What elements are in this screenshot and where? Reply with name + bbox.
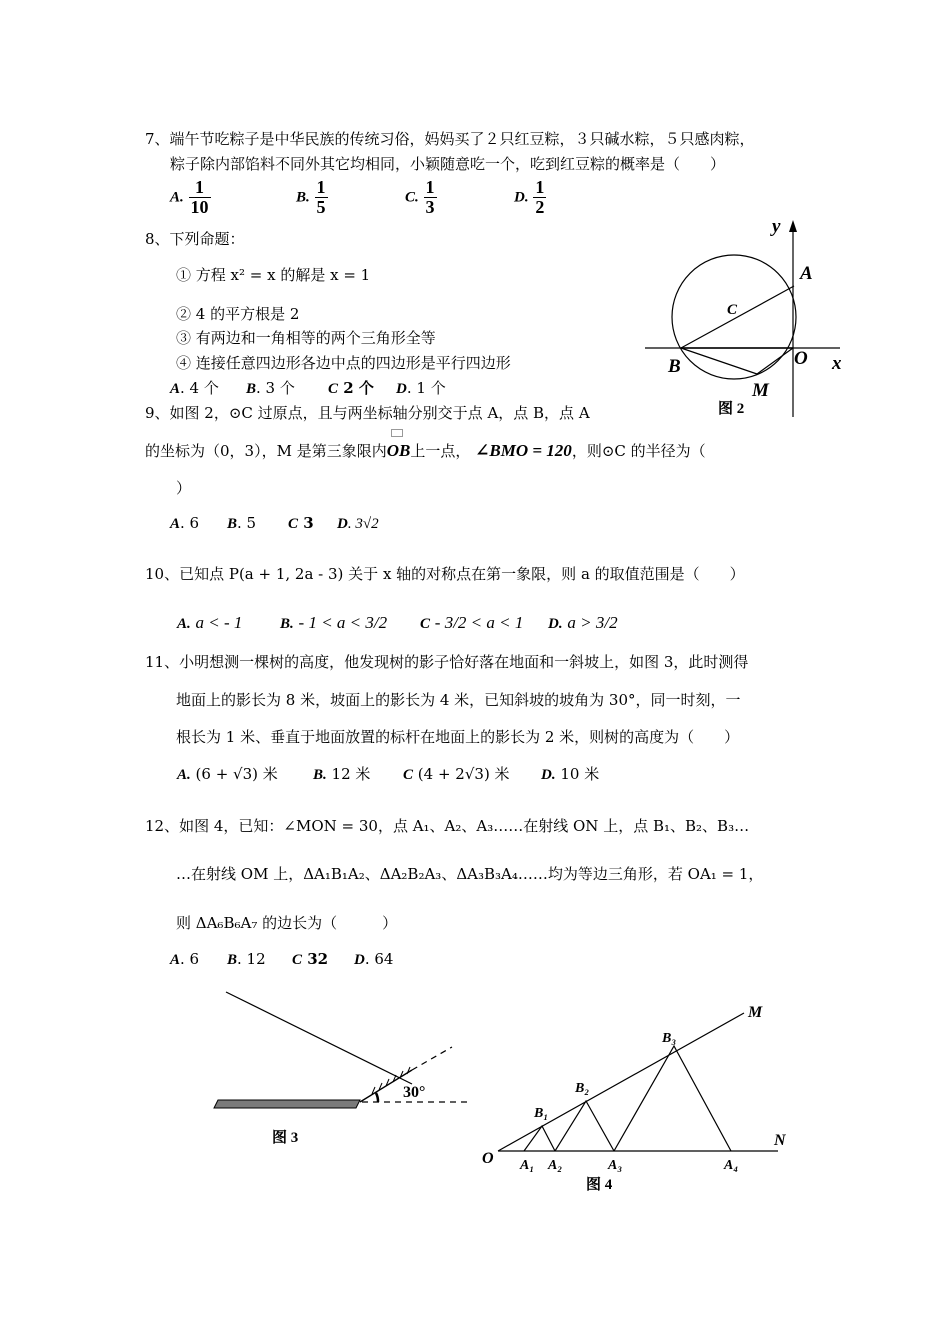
label-o: O [794,348,808,369]
q7-option-d[interactable]: D. $\frac{1}{2}$ [514,177,545,217]
label-m: M [748,1004,763,1021]
q11-option-d[interactable]: D. 10 米 [541,765,600,783]
q9-line2: 的坐标为（0，3），M 是第三象限内 OB上一点， ∠BMO = 120，则⊙C 的半径为（ [145,440,706,461]
q8-title: 8、下列命题： [145,230,245,248]
q8-item-2: ② 4 的平方根是 2 [176,305,300,323]
q9-option-a[interactable]: A. 6 [170,514,200,532]
q11-line3: 根长为 1 米、垂直于地面放置的标杆在地面上的影长为 2 米，则树的高度为（ ） [176,728,740,746]
figure-2-caption: 图 2 [718,401,745,417]
ray-om [498,1013,744,1151]
figure-3-caption: 图 3 [272,1130,299,1146]
label-a4: A₄ [724,1158,739,1173]
q11-line1: 11、小明想测一棵树的高度，他发现树的影子恰好落在地面和一斜坡上，如图 3，此时测得 [145,653,749,671]
q11-option-a[interactable]: A. (6 + √3) 米 [177,765,278,783]
figure-2 [640,212,850,422]
label-a3: A₃ [608,1158,623,1173]
q9-option-c[interactable]: C 3 [288,514,314,532]
q8-item-3: ③ 有两边和一角相等的两个三角形全等 [176,329,436,347]
q10-option-c[interactable]: C - 3/2 < a < 1 [420,613,524,632]
q12-option-a[interactable]: A. 6 [170,950,200,968]
q9-option-d[interactable]: D. 3√2 [337,516,379,532]
q8-item-4: ④ 连接任意四边形各边中点的四边形是平行四边形 [176,354,511,372]
q7-line1: 7、端午节吃粽子是中华民族的传统习俗，妈妈买了２只红豆粽，３只碱水粽，５只感肉粽， [145,130,755,148]
angle-arc [376,1093,378,1102]
label-a1: A₁ [520,1158,535,1173]
label-y: y [772,216,781,237]
q12-option-d[interactable]: D. 64 [354,950,394,968]
triangle-a3b3a4 [614,1046,731,1151]
q10-option-a[interactable]: A. a < - 1 [177,613,243,632]
angle-label: 30° [403,1084,426,1101]
q11-line2: 地面上的影长为 8 米，坡面上的影长为 4 米，已知斜坡的坡角为 30°，同一时刻，一 [176,691,741,709]
label-o: O [482,1150,494,1167]
triangle-a2b2a3 [555,1101,614,1151]
q8-option-d[interactable]: D. 1 个 [396,379,446,397]
triangle-a1b1a2 [524,1126,555,1151]
q10-option-b[interactable]: B. - 1 < a < 3/2 [280,613,388,632]
q7-option-b[interactable]: B. $\frac{1}{5}$ [296,177,326,217]
q7-line2: 粽子除内部馅料不同外其它均相同，小颖随意吃一个，吃到红豆粽的概率是（ ） [170,155,726,173]
label-a: A [800,263,813,284]
q8-option-a[interactable]: A. 4 个 [170,379,219,397]
segment-mo [757,348,793,374]
q9-line3: ） [176,479,192,497]
q7-option-a[interactable]: A. $\frac{1}{10}$ [170,177,209,217]
q12-option-c[interactable]: C 32 [292,950,329,968]
fraction: $\frac{1}{10}$ [190,177,209,217]
angle-bmo: ∠BMO = 120 [475,441,572,460]
fraction: $\frac{1}{5}$ [316,177,326,217]
q7-option-c[interactable]: C. $\frac{1}{3}$ [405,177,435,217]
sun-ray [226,992,412,1084]
ground-shadow [214,1100,360,1108]
q11-option-b[interactable]: B. 12 米 [313,765,371,783]
label-a2: A₂ [548,1158,563,1173]
label-b2: B₂ [575,1081,590,1096]
slope-extension [412,1047,452,1070]
figure-4-caption: 图 4 [586,1177,613,1193]
q12-option-b[interactable]: B. 12 [227,950,266,968]
label-b1: B₁ [534,1106,549,1121]
arc-ob: OB [386,441,411,460]
segment-bm [681,348,757,374]
q12-line1: 12、如图 4，已知：∠MON = 30，点 A₁、A₂、A₃……在射线 ON 上，点 B₁、B₂、B₃… [145,817,750,835]
q12-line2: …在射线 OM 上，ΔA₁B₁A₂、ΔA₂B₂A₃、ΔA₃B₃A₄……均为等边三角形，若 OA₁ = 1， [176,865,764,883]
label-m: M [752,380,769,401]
figure-4 [478,995,808,1200]
q12-line3: 则 ΔA₆B₆A₇ 的边长为（ ） [176,914,398,932]
label-c: C [727,302,738,318]
y-axis-arrow-icon [789,220,797,232]
q8-item-1: ① 方程 x² = x 的解是 x = 1 [176,266,371,284]
segment-ab [681,286,794,348]
q11-option-c[interactable]: C (4 + 2√3) 米 [403,765,510,783]
q9-option-b[interactable]: B. 5 [227,514,257,532]
label-b: B [668,356,681,377]
q10-stem: 10、已知点 P(a + 1, 2a - 3) 关于 x 轴的对称点在第一象限，则 a 的取值范围是（ ） [145,565,745,583]
fraction: $\frac{1}{3}$ [425,177,435,217]
q8-option-b[interactable]: B. 3 个 [246,379,295,397]
label-n: N [774,1132,786,1149]
figure-3 [200,985,480,1155]
fraction: $\frac{1}{2}$ [535,177,545,217]
q10-option-d[interactable]: D. a > 3/2 [548,613,618,632]
label-b3: B₃ [662,1031,677,1046]
q8-option-c[interactable]: C 2 个 [328,379,374,397]
label-x: x [832,353,842,374]
q9-line1: 9、如图 2，⊙C 过原点，且与两坐标轴分别交于点 A，点 B，点 A [145,404,590,422]
